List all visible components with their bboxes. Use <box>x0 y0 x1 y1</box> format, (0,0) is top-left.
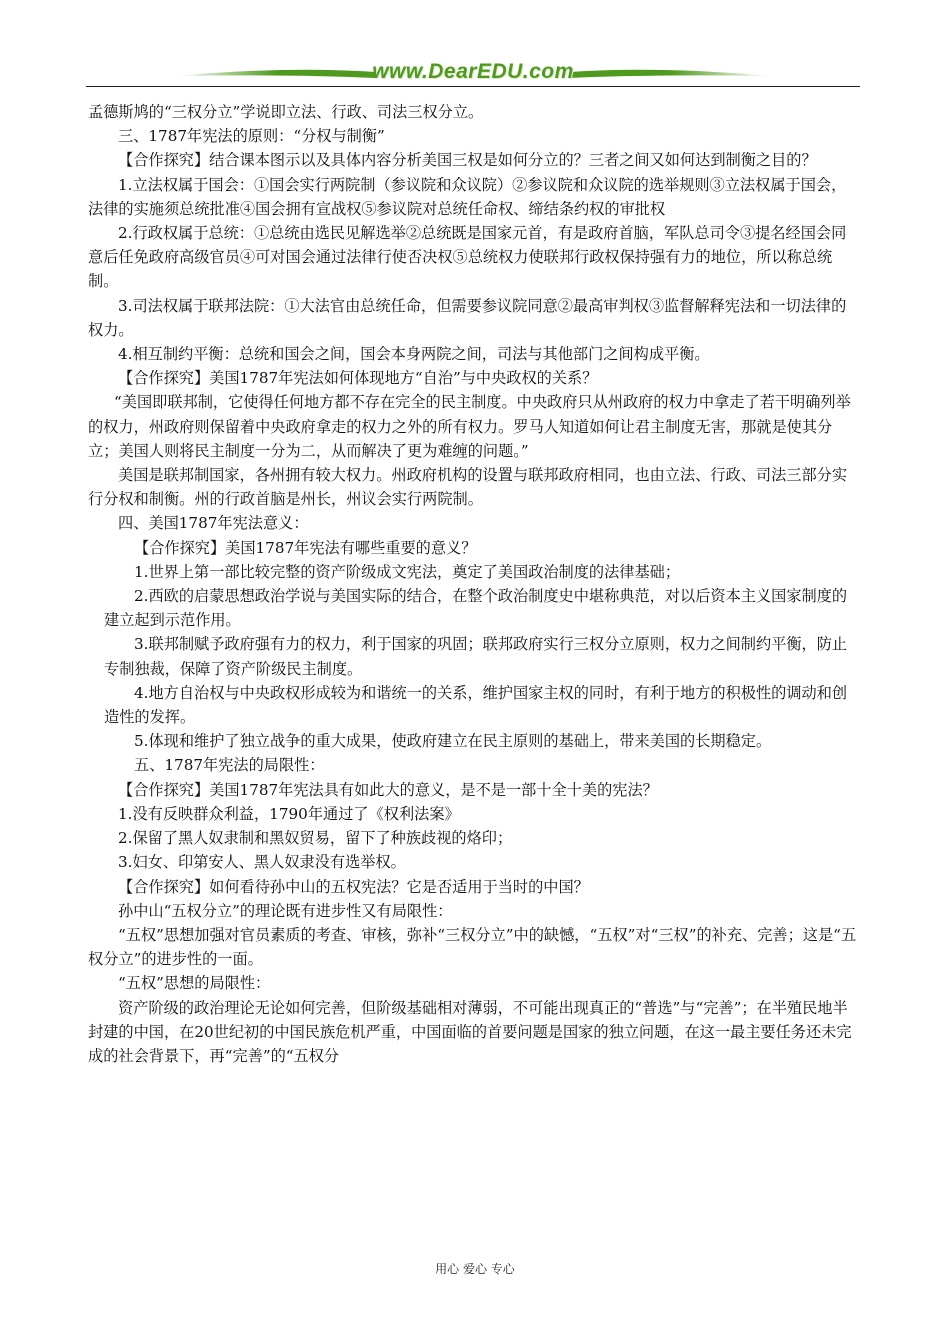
paragraph: 3.联邦制赋予政府强有力的权力，利于国家的巩固；联邦政府实行三权分立原则，权力之间制约平衡，防止专制独裁，保障了资产阶级民主制度。 <box>104 635 848 678</box>
paragraph: 【合作探究】美国1787年宪法具有如此大的意义，是不是一部十全十美的宪法？ <box>118 780 658 799</box>
paragraph: 三、1787年宪法的原则：“分权与制衡” <box>118 127 385 146</box>
paragraph: 【合作探究】美国1787年宪法如何体现地方“自治”与中央政权的关系？ <box>118 369 598 388</box>
header-divider <box>86 86 860 87</box>
paragraph: 3.司法权属于联邦法院：①大法官由总统任命，但需要参议院同意②最高审判权③监督解释宪法和一切法律的权力。 <box>88 296 847 339</box>
paragraph: 2.保留了黑人奴隶制和黑奴贸易，留下了种族歧视的烙印； <box>118 829 513 848</box>
page-footer: 用心 爱心 专心 <box>435 1262 515 1276</box>
paragraph: 孟德斯鸠的“三权分立”学说即立法、行政、司法三权分立。 <box>88 103 484 121</box>
site-logo-text: www.DearEDU.com <box>372 60 574 83</box>
paragraph: 3.妇女、印第安人、黑人奴隶没有选举权。 <box>118 853 406 872</box>
paragraph: 4.相互制约平衡：总统和国会之间，国会本身两院之间，司法与其他部门之间构成平衡。 <box>118 345 710 364</box>
paragraph: “五权”思想加强对官员素质的考查、审核，弥补“三权分立”中的缺憾，“五权”对“三权”的补充、完善；这是“五权分立”的进步性的一面。 <box>88 925 857 969</box>
paragraph: 2.西欧的启蒙思想政治学说与美国实际的结合，在整个政治制度史中堪称典范，对以后资本主义国家制度的建立起到示范作用。 <box>104 587 848 630</box>
paragraph: 5.体现和维护了独立战争的重大成果，使政府建立在民主原则的基础上，带来美国的长期稳定。 <box>134 732 772 751</box>
paragraph: 1.没有反映群众利益，1790年通过了《权利法案》 <box>118 804 460 823</box>
paragraph: 四、美国1787年宪法意义： <box>118 514 309 533</box>
paragraph: “美国即联邦制，它使得任何地方都不存在完全的民主制度。中央政府只从州政府的权力中拿走了若干明确列举的权力，州政府则保留着中央政府拿走的权力之外的所有权力。罗马人知道如何让君主制度无害，那就是使其分立；美国人则将民主制度一分为二，从而解决了更为难缠的问题。” <box>88 393 851 460</box>
paragraph: 1.立法权属于国会：①国会实行两院制（参议院和众议院）②参议院和众议院的选举规则③立法权属于国会，法律的实施须总统批准④国会拥有宣战权⑤参议院对总统任命权、缔结条约权的审批权 <box>88 175 847 218</box>
paragraph: 五、1787年宪法的局限性： <box>134 756 325 775</box>
paragraph: “五权”思想的局限性： <box>118 974 271 993</box>
page-header <box>86 56 860 92</box>
paragraph: 1.世界上第一部比较完整的资产阶级成文宪法，奠定了美国政治制度的法律基础； <box>134 562 681 581</box>
paragraph: 【合作探究】美国1787年宪法有哪些重要的意义？ <box>134 538 477 557</box>
paragraph: 资产阶级的政治理论无论如何完善，但阶级基础相对薄弱，不可能出现真正的“普选”与“完善”；在半殖民地半封建的中国，在20世纪初的中国民族危机严重，中国面临的首要问题是国家的独立问题，在这一最主要任务还未完成的社会背景下，再“完善”的“五权分 <box>88 998 852 1065</box>
paragraph: 美国是联邦制国家，各州拥有较大权力。州政府机构的设置与联邦政府相同，也由立法、行政、司法三部分实行分权和制衡。州的行政首脑是州长，州议会实行两院制。 <box>88 466 847 509</box>
paragraph: 4.地方自治权与中央政权形成较为和谐统一的关系，维护国家主权的同时，有利于地方的积极性的调动和创造性的发挥。 <box>104 683 848 727</box>
paragraph: 【合作探究】如何看待孙中山的五权宪法？它是否适用于当时的中国？ <box>118 877 589 896</box>
paragraph: 【合作探究】结合课本图示以及具体内容分析美国三权是如何分立的？三者之间又如何达到制衡之目的？ <box>118 151 817 170</box>
paragraph: 2.行政权属于总统：①总统由选民见解选举②总统既是国家元首，有是政府首脑，军队总司令③提名经国会同意后任免政府高级官员④可对国会通过法律行使否决权⑤总统权力使联邦行政权保持强有力的地位，所以称总统制。 <box>88 224 847 291</box>
paragraph: 孙中山“五权分立”的理论既有进步性又有局限性： <box>118 901 453 920</box>
document-body <box>88 100 860 1068</box>
